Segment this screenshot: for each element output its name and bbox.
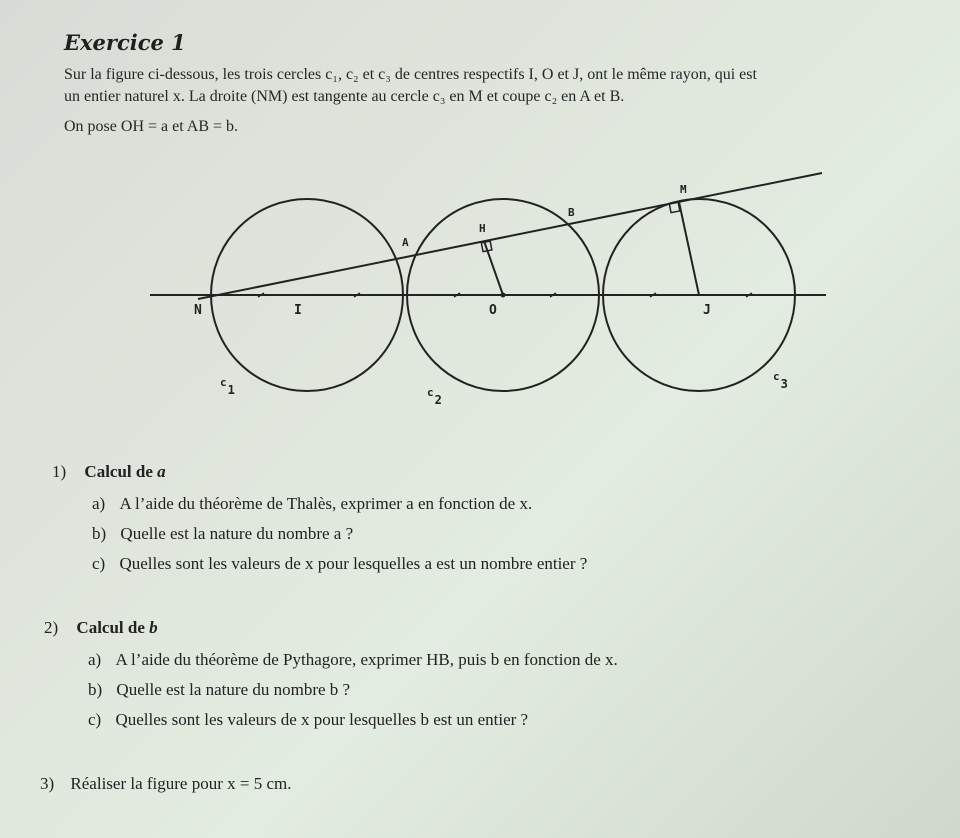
part1-item-b: [92, 524, 353, 544]
intro-line-3: On pose OH = a et AB = b.: [64, 118, 239, 135]
label-c1: c1: [220, 376, 235, 397]
part2-item-a: [88, 650, 618, 670]
part1-item-b-text: Quelle est la nature du nombre a ?: [120, 524, 354, 543]
part3: [40, 774, 292, 794]
part1-number: 1): [52, 462, 67, 481]
part2-item-c: [88, 710, 528, 730]
part3-number: 3): [40, 774, 55, 793]
label-h: H: [479, 222, 486, 235]
label-m: M: [680, 183, 687, 196]
part2-item-a-text: A l’aide du théorème de Pythagore, exprimer HB, puis b en fonction de x.: [115, 650, 618, 669]
intro-line-2: un entier naturel x. La droite (NM) est tangente au cercle c₃ en M et coupe c₂ en A et B.: [64, 88, 625, 105]
exercise-title: Exercice 1: [64, 30, 186, 55]
label-c2: c2: [427, 386, 442, 407]
segment-jm: [679, 202, 699, 295]
center-dot-o: [501, 293, 506, 298]
part2-number: 2): [44, 618, 59, 637]
part2-item-b-label: b): [88, 680, 103, 699]
geometry-figure: [140, 168, 840, 428]
part3-text: Réaliser la figure pour x = 5 cm.: [70, 774, 292, 793]
segment-oh: [484, 241, 503, 295]
label-a: A: [402, 236, 409, 249]
part1-item-a-label: a): [92, 494, 106, 513]
label-c3: c3: [773, 370, 788, 391]
part2-item-c-text: Quelles sont les valeurs de x pour lesquelles b est un entier ?: [115, 710, 529, 729]
label-i: I: [294, 303, 302, 318]
part2-title-prefix: Calcul de: [76, 618, 145, 637]
part2-item-b-text: Quelle est la nature du nombre b ?: [116, 680, 351, 699]
part2-item-a-label: a): [88, 650, 102, 669]
part1-item-a-text: A l’aide du théorème de Thalès, exprimer a en fonction de x.: [119, 494, 533, 513]
part1-title-prefix: Calcul de: [84, 462, 153, 481]
label-j: J: [703, 303, 711, 318]
intro-line-1: Sur la figure ci-dessous, les trois cercles c₁, c₂ et c₃ de centres respectifs I, O et J, ont le même rayon, qui est: [64, 66, 757, 83]
part2-heading: [44, 618, 158, 638]
part1-item-c: [92, 554, 587, 574]
part2-item-b: [88, 680, 350, 700]
part1-item-c-label: c): [92, 554, 106, 573]
part1-heading: [52, 462, 166, 482]
part2-item-c-label: c): [88, 710, 102, 729]
part1-item-c-text: Quelles sont les valeurs de x pour lesquelles a est un nombre entier ?: [119, 554, 588, 573]
part1-item-a: [92, 494, 532, 514]
part1-item-b-label: b): [92, 524, 107, 543]
label-n: N: [194, 303, 202, 318]
part2-title-var: b: [149, 618, 158, 637]
part1-title-var: a: [157, 462, 166, 481]
label-o: O: [489, 303, 497, 318]
label-b: B: [568, 206, 575, 219]
tangent-line-nm: [198, 173, 822, 299]
